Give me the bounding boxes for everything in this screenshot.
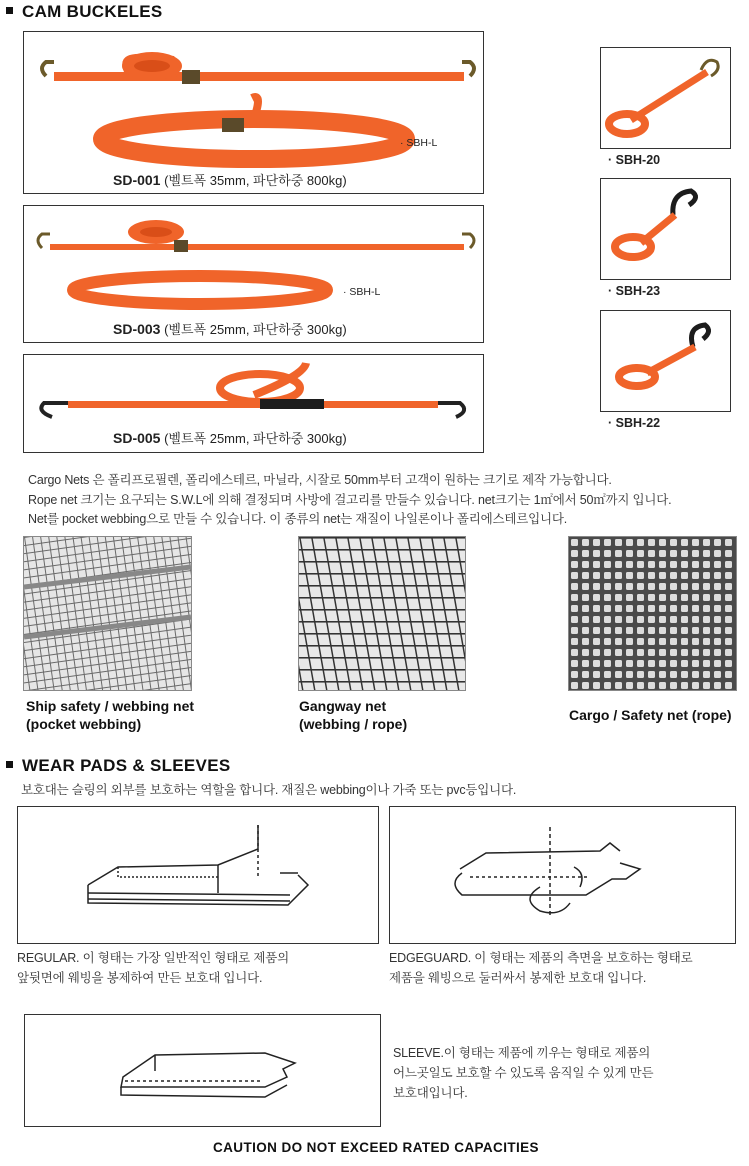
cam-section-title: CAM BUCKELES	[6, 2, 163, 22]
cargo-safety-net-photo	[568, 536, 737, 691]
sbh-23-box	[600, 178, 731, 280]
nets-paragraph-line-2: Rope net 크기는 요구되는 S.W.L에 의해 결정되며 사방에 걸고리를 만들수 있습니다. net크기는 1㎡에서 50㎡까지 입니다.	[28, 493, 672, 507]
sd-005-code: SD-005	[113, 430, 161, 446]
regular-text	[17, 948, 289, 988]
sbh-20-box	[600, 47, 731, 149]
sd-005-spec: (벨트폭 25mm, 파단하중 300kg)	[164, 431, 347, 446]
sd-003-code: SD-003	[113, 321, 161, 337]
gangway-net-line1: Gangway net	[299, 698, 387, 714]
edgeguard-line-2: 제품을 웨빙으로 둘러싸서 봉제한 보호대 입니다.	[389, 971, 647, 985]
sbh-22-label: · SBH-22	[608, 416, 661, 430]
ship-safety-net-caption	[26, 697, 194, 733]
regular-pad-diagram	[18, 807, 378, 943]
gangway-net-caption	[299, 697, 407, 733]
sd-001-image	[24, 32, 483, 193]
sbh-23-image	[601, 179, 730, 279]
gangway-net-photo	[298, 536, 466, 691]
gangway-net-line2: (webbing / rope)	[299, 716, 408, 732]
sd-005-caption	[113, 428, 347, 447]
sbh-22-image	[601, 311, 730, 411]
sd-003-spec: (벨트폭 25mm, 파단하중 300kg)	[164, 322, 347, 337]
edgeguard-text	[389, 948, 693, 988]
sd-001-spec: (벨트폭 35mm, 파단하중 800kg)	[164, 173, 347, 188]
sbh-22-box	[600, 310, 731, 412]
ship-safety-net-line2: (pocket webbing)	[26, 716, 142, 732]
sd-001-caption	[113, 170, 347, 189]
regular-pad-box	[17, 806, 379, 944]
wear-section-title: WEAR PADS & SLEEVES	[6, 756, 230, 776]
caution-footer: CAUTION DO NOT EXCEED RATED CAPACITIES	[213, 1140, 539, 1155]
cargo-safety-net-caption: Cargo / Safety net (rope)	[569, 707, 732, 723]
sd-003-tag: · SBH-L	[343, 286, 381, 298]
sleeve-line-3: 보호대입니다.	[393, 1086, 468, 1100]
edgeguard-pad-box	[389, 806, 736, 944]
sleeve-pad-box	[24, 1014, 381, 1127]
sd-001-tag: · SBH-L	[400, 137, 438, 149]
sleeve-pad-diagram	[25, 1015, 380, 1126]
sleeve-line-2: 어느곳일도 보호할 수 있도록 움직일 수 있게 만든	[393, 1066, 654, 1080]
nets-paragraph-line-3: Net를 pocket webbing으로 만들 수 있습니다. 이 종류의 net는 재질이 나일론이나 폴리에스테르입니다.	[28, 512, 567, 526]
sbh-23-label: · SBH-23	[608, 284, 661, 298]
regular-line-2: 앞뒷면에 웨빙을 봉제하여 만든 보호대 입니다.	[17, 971, 263, 985]
wear-intro: 보호대는 슬링의 외부를 보호하는 역할을 합니다. 재질은 webbing이나 가죽 또는 pvc등입니다.	[21, 783, 517, 797]
nets-paragraph-line-1: Cargo Nets 은 폴리프로필렌, 폴리에스테르, 마닐라, 시잘로 50mm부터 고객이 원하는 크기로 제작 가능합니다.	[28, 473, 612, 487]
square-bullet-icon	[6, 7, 13, 14]
square-bullet-icon	[6, 761, 13, 768]
regular-line-1: REGULAR. 이 형태는 가장 일반적인 형태로 제품의	[17, 951, 289, 965]
edgeguard-line-1: EDGEGUARD. 이 형태는 제품의 측면을 보호하는 형태로	[389, 951, 693, 965]
sbh-20-image	[601, 48, 730, 148]
edgeguard-pad-diagram	[390, 807, 735, 943]
sleeve-line-1: SLEEVE.이 형태는 제품에 끼우는 형태로 제품의	[393, 1046, 651, 1060]
sbh-20-label: · SBH-20	[608, 153, 661, 167]
ship-safety-net-photo	[23, 536, 192, 691]
sd-001-code: SD-001	[113, 172, 161, 188]
sd-003-caption	[113, 319, 347, 338]
sleeve-text	[393, 1043, 653, 1103]
ship-safety-net-line1: Ship safety / webbing net	[26, 698, 195, 714]
